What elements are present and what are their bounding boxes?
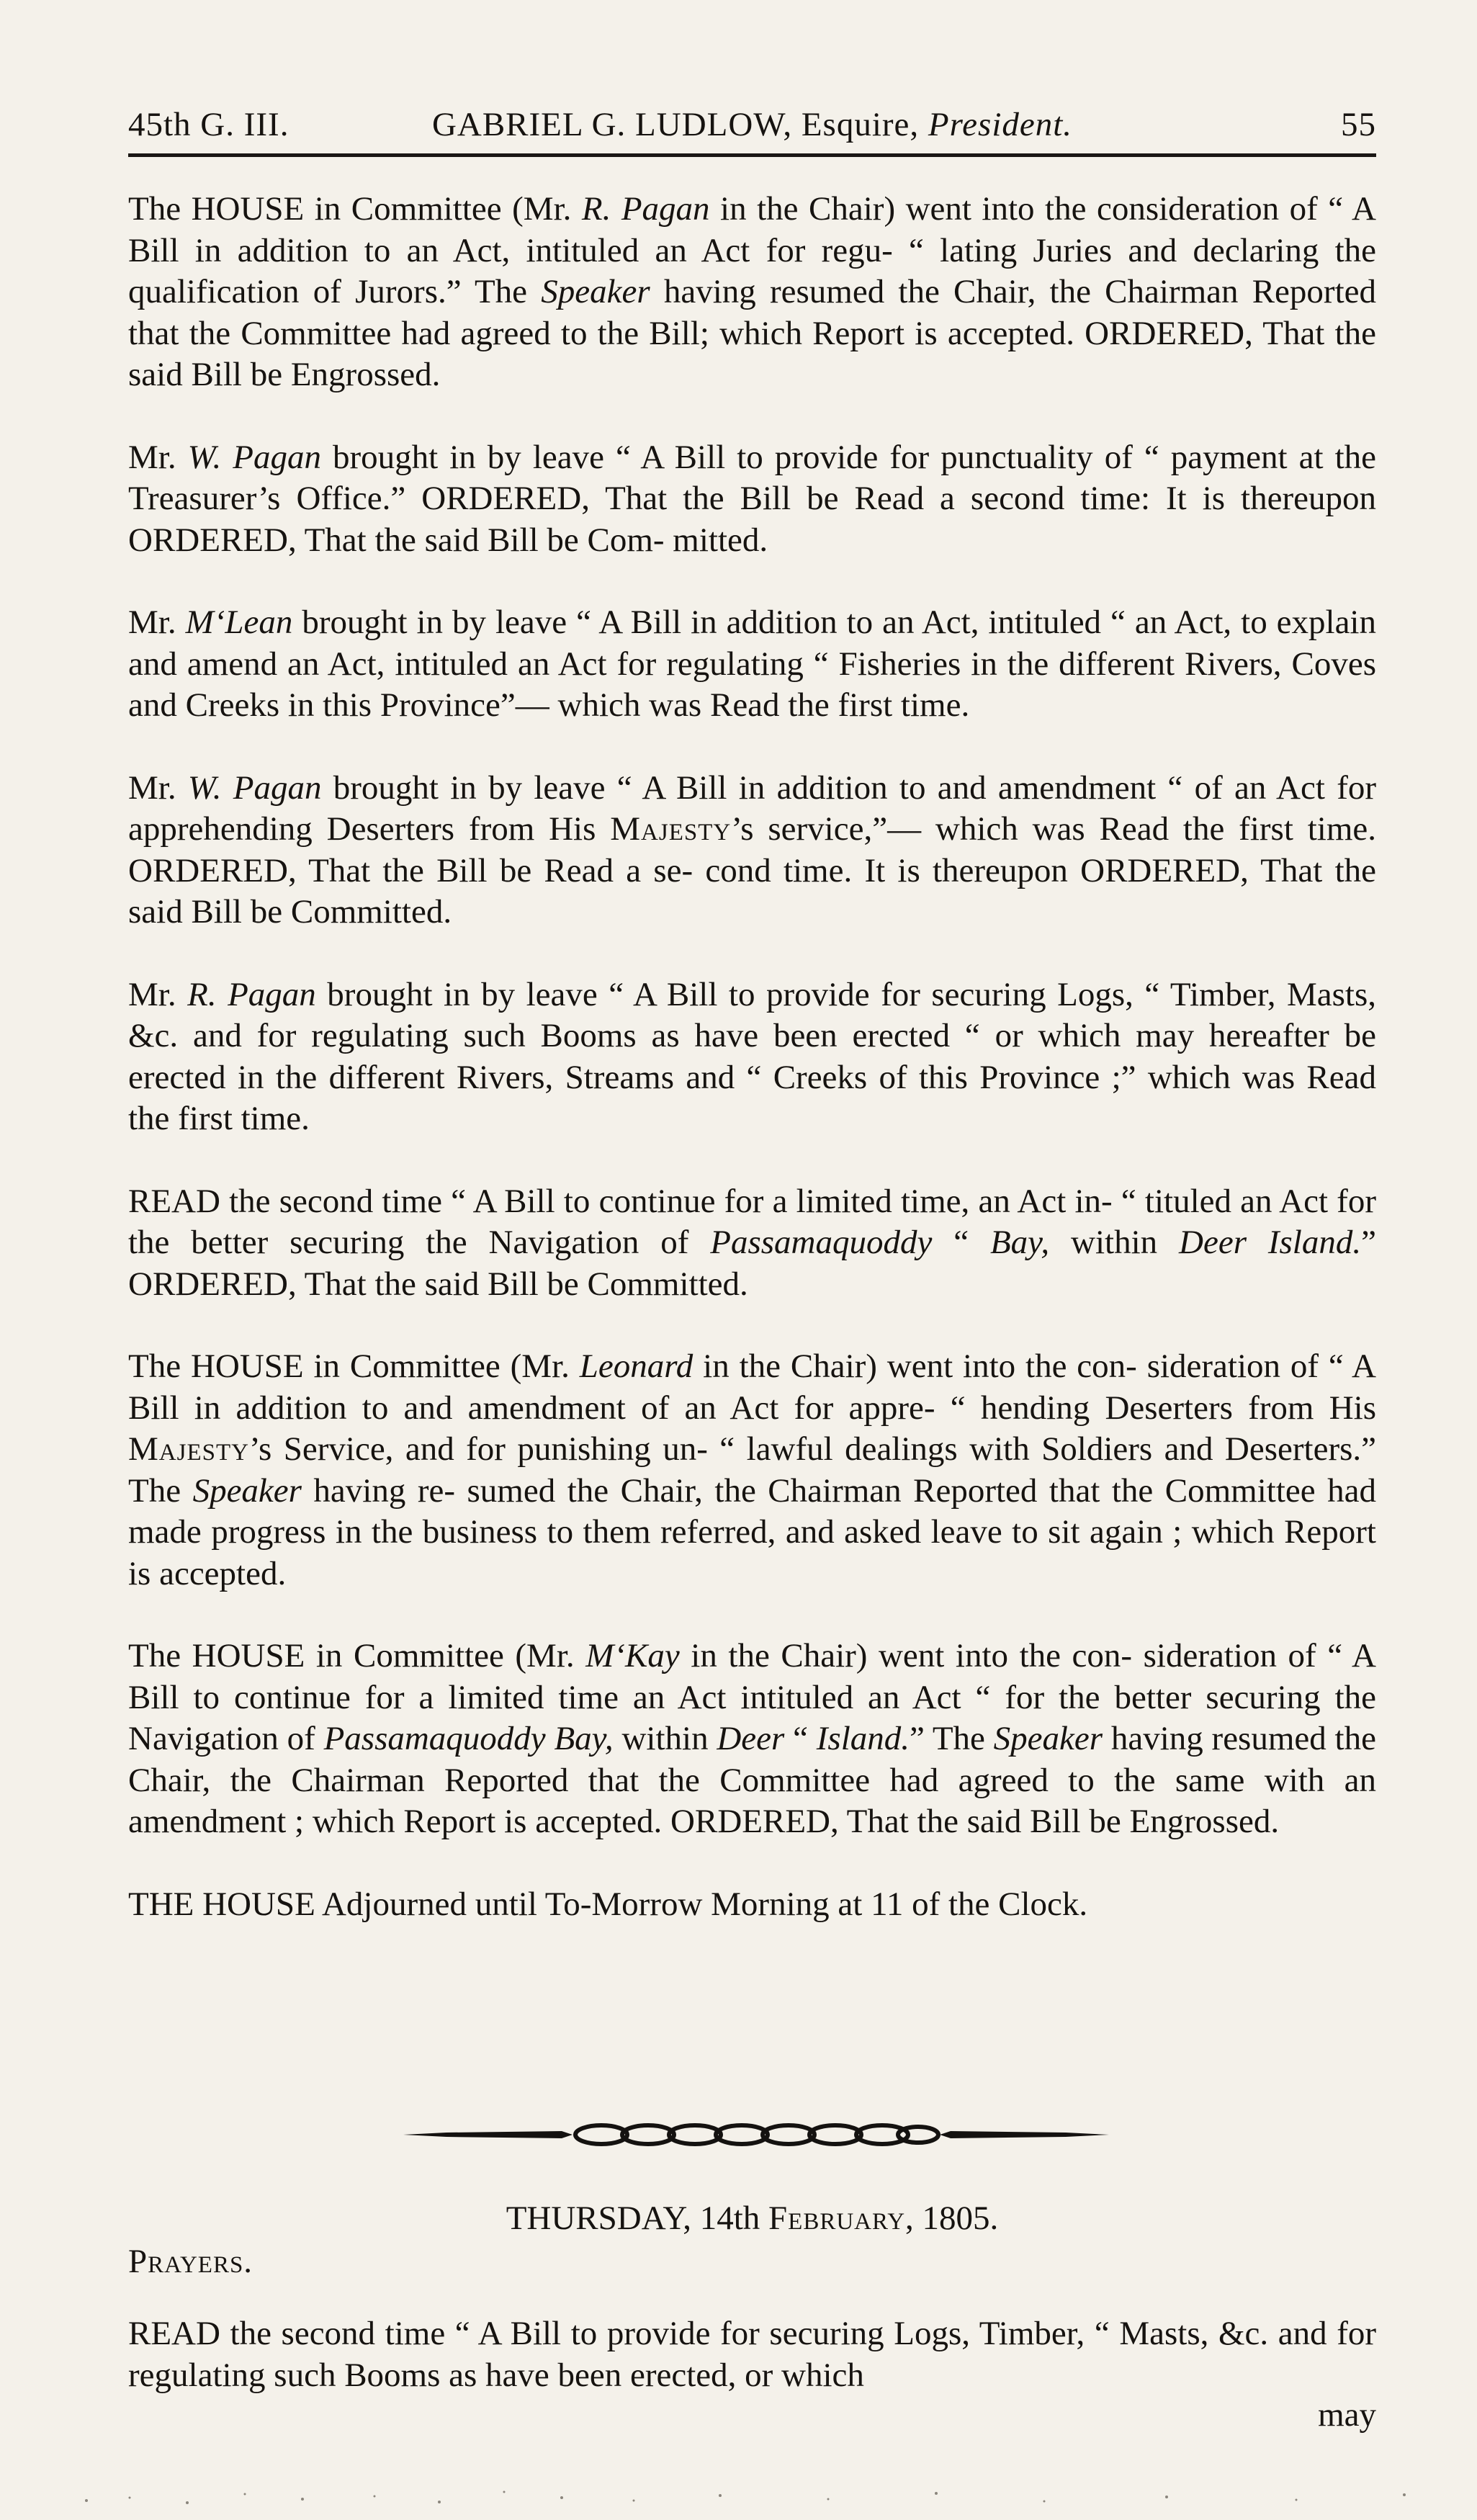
text-run: THE HOUSE Adjourned until To-Morrow Morning at 11 of the Clock.: [128, 1885, 1088, 1923]
text-run: having resumed the Chair, the Chairman Reported that the Committee had agreed to the same with an amendment ; which Report is accepted. ORDERED, That the said Bill be Engrossed.: [128, 1720, 1376, 1840]
italic-run: Deer: [717, 1720, 785, 1757]
text-run: READ the second time “ A Bill to continue for a limited time, an Act in- “ tituled an Act for the better securing the Navigation of: [128, 1182, 1376, 1261]
italic-run: Passamaquoddy: [710, 1224, 933, 1261]
tail-paragraph: READ the second time “ A Bill to provide for securing Logs, Timber, “ Masts, &c. and for regulating such Booms as have been erected, or which: [128, 2315, 1376, 2394]
page-number: 55: [1341, 106, 1376, 143]
text-run: brought in by leave “ A Bill in addition to and amendment “ of an Act for apprehending Deserters from His: [128, 768, 1376, 848]
president-role: President.: [928, 106, 1073, 143]
text-run: Mr.: [128, 604, 186, 641]
small-caps-run: Majesty: [610, 810, 732, 848]
header-rule: [128, 153, 1376, 157]
italic-run: Leonard: [579, 1348, 693, 1385]
paragraph: [128, 1346, 1376, 1595]
paragraph: [128, 974, 1376, 1140]
president-honorific: Esquire,: [792, 106, 928, 143]
italic-run: Speaker: [993, 1720, 1103, 1757]
italic-run: M‘Kay: [585, 1637, 680, 1674]
text-run: within: [613, 1720, 717, 1757]
italic-run: Passamaquoddy Bay,: [323, 1720, 614, 1757]
italic-run: Island.: [816, 1720, 910, 1757]
text-run: “: [932, 1224, 990, 1261]
text-run: “: [784, 1720, 817, 1757]
catchword: may: [1318, 2396, 1376, 2434]
text-run: The HOUSE in Committee (Mr.: [128, 1348, 580, 1385]
date-month: February: [768, 2200, 906, 2237]
text-run: Mr.: [128, 438, 188, 476]
date-day: THURSDAY, 14th: [506, 2200, 769, 2237]
italic-run: W. Pagan: [187, 438, 321, 476]
dateline: [128, 2197, 1376, 2240]
session-label: 45th G. III.: [128, 106, 289, 143]
text-run: having resumed the Chair, the Chairman Reported that the Committee had agreed to the Bill; which Report is accepted. ORDERED, That the said Bill be Engrossed.: [128, 273, 1376, 393]
header-title: [128, 99, 1376, 150]
text-run: brought in by leave “ A Bill in addition to an Act, intituled “ an Act, to explain and amend an Act, intituled an Act for regulating “ Fisheries in the different Rivers, Coves and Creeks in this Province”— which was Read the first time.: [128, 604, 1376, 724]
paragraph: [128, 768, 1376, 933]
italic-run: R. Pagan: [187, 975, 316, 1013]
text-run: having re- sumed the Chair, the Chairman Reported that the Committee had made progress in the business to them referred, and asked leave to sit again ; which Report is accepted.: [128, 1471, 1376, 1592]
text-run: ” The: [910, 1720, 994, 1757]
italic-run: W. Pagan: [187, 768, 322, 807]
text-run: Mr.: [128, 768, 188, 807]
text-run: in the Chair) went into the con- sideration of “ A Bill to continue for a limited time an Act intituled an Act “ for the better securing the Navigation of: [128, 1637, 1376, 1757]
text-run: The HOUSE in Committee (Mr.: [128, 190, 582, 228]
italic-run: Deer Island.: [1179, 1224, 1362, 1261]
paragraph: [128, 437, 1376, 562]
paragraph: [128, 1181, 1376, 1306]
paragraph: [128, 1884, 1376, 1926]
italic-run: M‘Lean: [185, 604, 293, 641]
paragraph: [128, 602, 1376, 727]
italic-run: Speaker: [192, 1471, 302, 1510]
date-year: , 1805.: [905, 2200, 999, 2237]
text-run: in the Chair) went into the con- sideration of “ A Bill in addition to and amendment of an Act for appre- “ hending Deserters from His: [128, 1348, 1376, 1427]
text-run: ’s Service, and for punishing un- “ lawful dealings with Soldiers and Deserters.” The: [128, 1430, 1376, 1510]
paragraph: [128, 1636, 1376, 1843]
text-run: The HOUSE in Committee (Mr.: [128, 1637, 586, 1674]
small-caps-run: Majesty: [128, 1430, 249, 1468]
text-run: in the Chair) went into the consideration of “ A Bill in addition to an Act, intituled an Act for regu- “ lating Juries and declaring the qualification of Jurors.” The: [128, 190, 1376, 310]
italic-run: R. Pagan: [581, 190, 710, 228]
text-run: Mr.: [128, 975, 188, 1013]
italic-run: Speaker: [541, 273, 650, 310]
paragraph: [128, 189, 1376, 396]
text-run: within: [1049, 1224, 1180, 1261]
text-run: ’s service,”— which was Read the first time. ORDERED, That the Bill be Read a se- cond time. It is thereupon ORDERED, That the said Bill be Committed.: [128, 810, 1376, 931]
text-run: ” ORDERED, That the said Bill be Committed.: [128, 1224, 1376, 1303]
text-run: brought in by leave “ A Bill to provide for punctuality of “ payment at the Treasurer’s Office.” ORDERED, That the Bill be Read a second time: It is thereupon ORDERED, That the said Bill be Com- mitted.: [128, 438, 1376, 559]
president-name: GABRIEL G. LUDLOW,: [431, 106, 793, 143]
paper-specks: [0, 2434, 1477, 2520]
italic-run: Bay,: [989, 1224, 1050, 1261]
running-header: [128, 99, 1376, 150]
ornament-divider: [403, 2120, 1109, 2149]
text-run: brought in by leave “ A Bill to provide for securing Logs, “ Timber, Masts, &c. and for regulating such Booms as have been erected “ or which may hereafter be erected in the different Rivers, Streams and “ Creeks of this Province ;” which was Read the first time.: [128, 975, 1376, 1137]
prayers-heading: Prayers.: [128, 2243, 253, 2280]
journal-body: [128, 189, 1376, 1966]
